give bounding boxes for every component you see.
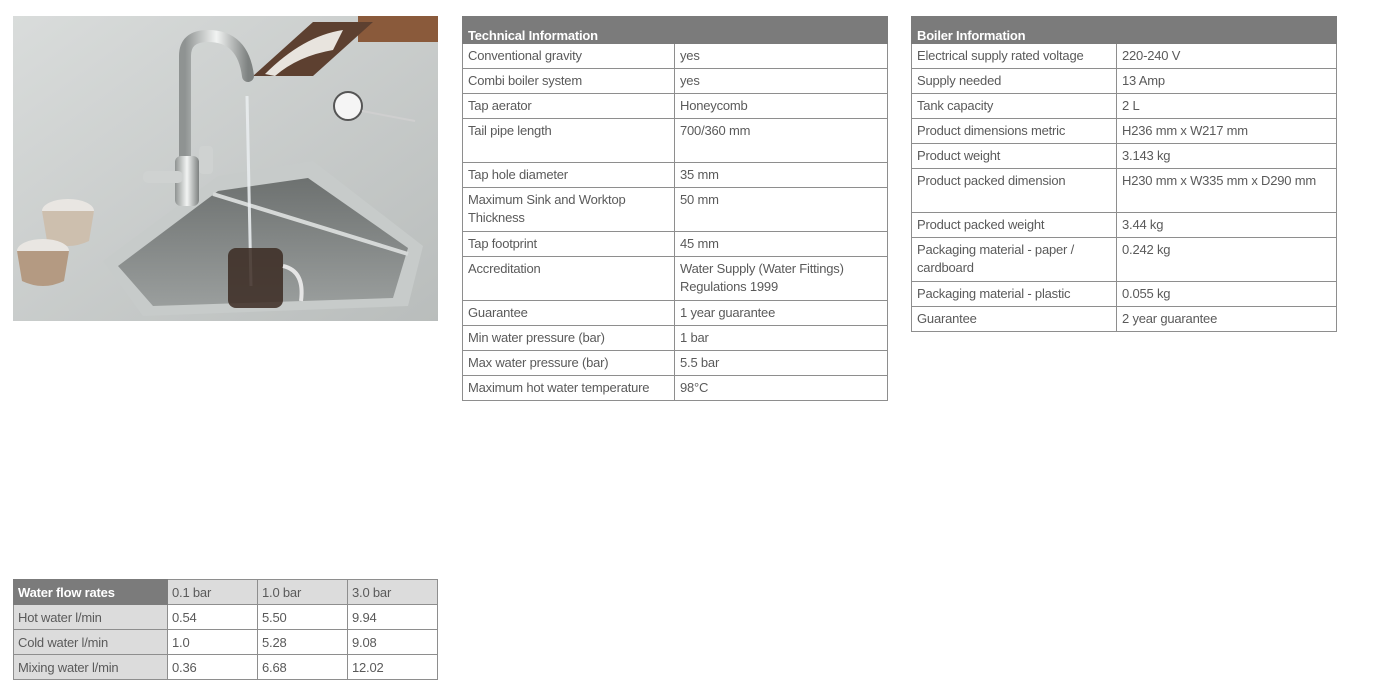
water-flow-rates-title: Water flow rates	[14, 580, 168, 605]
spec-value: Honeycomb	[675, 94, 888, 119]
spec-value: Water Supply (Water Fittings) Regulations 1999	[675, 257, 888, 301]
flow-value: 1.0	[168, 630, 258, 655]
table-row	[463, 301, 888, 326]
table-row	[463, 119, 888, 163]
spec-value: 2 L	[1117, 94, 1337, 119]
boiler-information-table	[911, 16, 1337, 332]
spec-label: Tap hole diameter	[463, 163, 675, 188]
flow-value: 12.02	[348, 655, 438, 680]
table-row	[912, 213, 1337, 238]
table-row	[463, 163, 888, 188]
spec-label: Product packed weight	[912, 213, 1117, 238]
technical-information-table	[462, 16, 888, 401]
spec-label: Combi boiler system	[463, 69, 675, 94]
table-row	[463, 351, 888, 376]
spec-value: 0.055 kg	[1117, 282, 1337, 307]
row-header: Hot water l/min	[14, 605, 168, 630]
flow-value: 9.94	[348, 605, 438, 630]
spec-value: 1 year guarantee	[675, 301, 888, 326]
spec-value: 2 year guarantee	[1117, 307, 1337, 332]
table-row	[463, 326, 888, 351]
spec-label: Min water pressure (bar)	[463, 326, 675, 351]
table-row	[912, 69, 1337, 94]
column-header: 3.0 bar	[348, 580, 438, 605]
table-row	[912, 307, 1337, 332]
water-flow-rates-table	[13, 579, 438, 680]
table-row	[463, 257, 888, 301]
spec-label: Accreditation	[463, 257, 675, 301]
table-row	[912, 238, 1337, 282]
product-photo	[13, 16, 438, 321]
spec-value: 3.143 kg	[1117, 144, 1337, 169]
table-row	[463, 232, 888, 257]
spec-label: Electrical supply rated voltage	[912, 44, 1117, 69]
spec-value: yes	[675, 44, 888, 69]
spec-label: Packaging material - paper / cardboard	[912, 238, 1117, 282]
spec-value: 3.44 kg	[1117, 213, 1337, 238]
column-header: 0.1 bar	[168, 580, 258, 605]
table-row	[463, 44, 888, 69]
spec-label: Tank capacity	[912, 94, 1117, 119]
row-header: Mixing water l/min	[14, 655, 168, 680]
table-row	[912, 169, 1337, 213]
table-row	[912, 94, 1337, 119]
spec-value: 98°C	[675, 376, 888, 401]
spec-value: 50 mm	[675, 188, 888, 232]
flow-value: 5.50	[258, 605, 348, 630]
spec-value: 5.5 bar	[675, 351, 888, 376]
flow-value: 0.36	[168, 655, 258, 680]
spec-value: 1 bar	[675, 326, 888, 351]
spec-value: H236 mm x W217 mm	[1117, 119, 1337, 144]
spec-label: Maximum hot water temperature	[463, 376, 675, 401]
flow-value: 5.28	[258, 630, 348, 655]
spec-label: Conventional gravity	[463, 44, 675, 69]
table-row	[912, 119, 1337, 144]
row-header: Cold water l/min	[14, 630, 168, 655]
table-row	[912, 144, 1337, 169]
spec-label: Product dimensions metric	[912, 119, 1117, 144]
spec-label: Supply needed	[912, 69, 1117, 94]
spec-value: H230 mm x W335 mm x D290 mm	[1117, 169, 1337, 213]
spec-label: Max water pressure (bar)	[463, 351, 675, 376]
table-row	[912, 44, 1337, 69]
spec-label: Tap aerator	[463, 94, 675, 119]
flow-value: 6.68	[258, 655, 348, 680]
spec-label: Maximum Sink and Worktop Thickness	[463, 188, 675, 232]
table-row	[14, 605, 438, 630]
flow-value: 9.08	[348, 630, 438, 655]
table-row	[463, 376, 888, 401]
spec-value: 220-240 V	[1117, 44, 1337, 69]
spec-label: Product weight	[912, 144, 1117, 169]
spec-label: Tap footprint	[463, 232, 675, 257]
table-row	[912, 282, 1337, 307]
table-row	[14, 655, 438, 680]
table-row	[14, 630, 438, 655]
spec-value: 45 mm	[675, 232, 888, 257]
spec-value: 35 mm	[675, 163, 888, 188]
table-row	[463, 188, 888, 232]
technical-information-title: Technical Information	[463, 17, 888, 44]
flow-value: 0.54	[168, 605, 258, 630]
spec-label: Packaging material - plastic	[912, 282, 1117, 307]
spec-label: Product packed dimension	[912, 169, 1117, 213]
boiler-information-title: Boiler Information	[912, 17, 1337, 44]
spec-label: Guarantee	[912, 307, 1117, 332]
spec-label: Guarantee	[463, 301, 675, 326]
table-row	[463, 69, 888, 94]
column-header: 1.0 bar	[258, 580, 348, 605]
spec-label: Tail pipe length	[463, 119, 675, 163]
spec-value: 700/360 mm	[675, 119, 888, 163]
spec-value: yes	[675, 69, 888, 94]
spec-value: 0.242 kg	[1117, 238, 1337, 282]
table-row	[463, 94, 888, 119]
spec-value: 13 Amp	[1117, 69, 1337, 94]
